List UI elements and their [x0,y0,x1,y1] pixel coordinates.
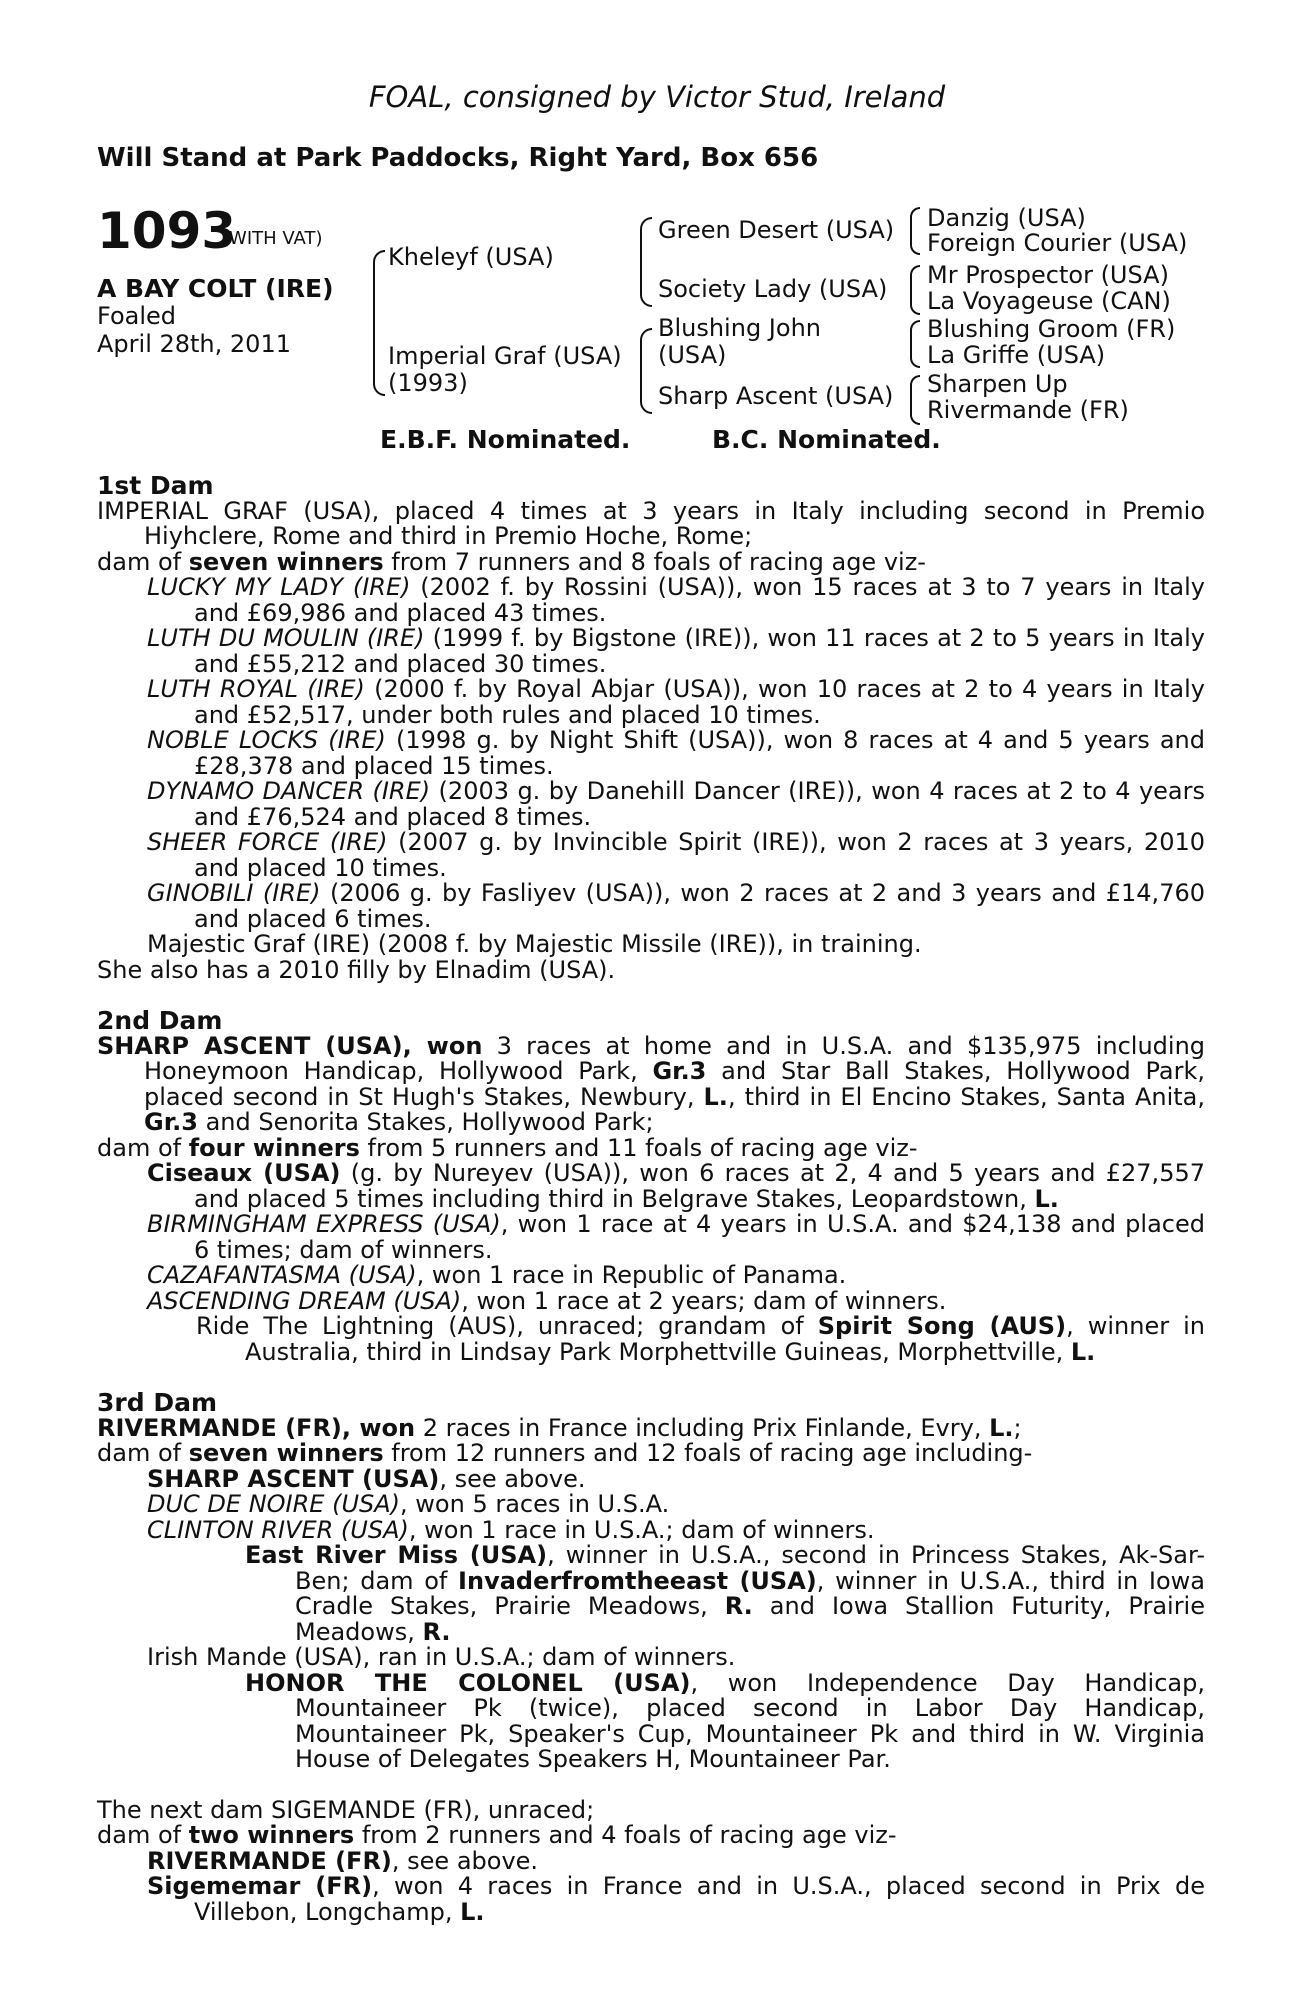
vat-label: (WITH VAT) [222,228,323,249]
pedigree-dam-dam: Sharp Ascent (USA) [658,382,894,410]
produce-entry: Irish Mande (USA), ran in U.S.A.; dam of winners. [147,1643,736,1671]
produce-entry: GINOBILI (IRE) (2006 g. by Fasliyev (USA)), won 2 races at 2 and 3 years and £14,760 and placed 6 times. [147,879,1205,933]
catalogue-title: FOAL, consigned by Victor Stud, Ireland [368,80,946,114]
second-dam-record: SHARP ASCENT (USA), won 3 races at home and in U.S.A. and $135,975 including Honeymoon Handicap, Hollywood Park, Gr.3 and Star Ball Stakes, Hollywood Park, placed second in St Hugh's Stakes, Newbury, L., third in El Encino Stakes, Santa Anita, Gr.3 and Senorita Stakes, Hollywood Park; [97,1031,1206,1136]
pedigree-dam-sire [658,315,821,369]
fourth-dam-produce-summary: dam of two winners from 2 runners and 4 foals of racing age viz- [97,1821,897,1849]
first-dam-heading: 1st Dam [97,471,214,500]
produce-entry: SHEER FORCE (IRE) (2007 g. by Invincible Spirit (IRE)), won 2 races at 3 years, 2010 and placed 10 times. [147,828,1205,882]
pedigree-dam-sire-origin: (USA) [658,341,727,369]
produce-entry: LUTH DU MOULIN (IRE) (1999 f. by Bigstone (IRE)), won 11 races at 2 to 5 years in Italy and £55,212 and placed 30 times. [147,624,1205,678]
produce-entry: LUCKY MY LADY (IRE) (2002 f. by Rossini (USA)), won 15 races at 3 to 7 years in Italy and £69,986 and placed 43 times. [147,573,1205,627]
third-dam-produce-summary: dam of seven winners from 12 runners and 12 foals of racing age including- [97,1439,1033,1467]
pedigree-gen3-3: Mr Prospector (USA) [927,261,1169,289]
third-dam-record: RIVERMANDE (FR), won 2 races in France including Prix Finlande, Evry, L.; [97,1413,1022,1442]
produce-entry: Ride The Lightning (AUS), unraced; grandam of Spirit Song (AUS), winner in Australia, third in Lindsay Park Morphettville Guineas, Morphettville, L. [196,1312,1205,1366]
ebf-nominated: E.B.F. Nominated. [380,425,631,454]
catalogue-body [97,473,1205,1925]
lot-number: 1093 [97,202,237,260]
pedigree-dam-sire-name: Blushing John [658,314,821,342]
pedigree-gen3-7: Sharpen Up [927,370,1068,398]
produce-entry: NOBLE LOCKS (IRE) (1998 g. by Night Shift (USA)), won 8 races at 4 and 5 years and £28,378 and placed 15 times. [147,726,1205,780]
produce-entry: CAZAFANTASMA (USA), won 1 race in Republic of Panama. [147,1261,847,1289]
pedigree-sire-sire: Green Desert (USA) [658,216,895,244]
pedigree-gen3-6: La Griffe (USA) [927,341,1106,369]
pedigree-gen3-5: Blushing Groom (FR) [927,315,1176,343]
produce-entry: HONOR THE COLONEL (USA), won Independence Day Handicap, Mountaineer Pk (twice), placed second in Labor Day Handicap, Mountaineer Pk, Speaker's Cup, Mountaineer Pk and third in W. Virginia House of Delegates Speakers H, Mountaineer Par. [245,1668,1205,1773]
pedigree-gen3-8: Rivermande (FR) [927,396,1129,424]
first-dam-produce-summary: dam of seven winners from 7 runners and 8 foals of racing age viz- [97,547,926,576]
pedigree-brace-dam-line [640,328,652,414]
produce-entry: DUC DE NOIRE (USA), won 5 races in U.S.A. [147,1490,670,1518]
pedigree-dam-year: (1993) [388,369,468,397]
produce-entry: LUTH ROYAL (IRE) (2000 f. by Royal Abjar (USA)), won 10 races at 2 to 4 years in Italy and £52,517, under both rules and placed 10 times. [147,675,1205,729]
produce-entry: CLINTON RIVER (USA), won 1 race in U.S.A.; dam of winners. [147,1515,875,1544]
pedigree-sire: Kheleyf (USA) [388,243,554,271]
pedigree-brace-sire-dam [373,250,385,396]
stand-location: Will Stand at Park Paddocks, Right Yard, Box 656 [97,143,819,173]
first-dam-also: She also has a 2010 filly by Elnadim (USA). [97,955,616,984]
pedigree-gen3-1: Danzig (USA) [927,204,1086,232]
produce-entry: Sigememar (FR), won 4 races in France and in U.S.A., placed second in Prix de Villebon, Longchamp, L. [147,1872,1205,1926]
lot-name: A BAY COLT (IRE) [97,274,334,303]
pedigree-dam [388,343,622,397]
pedigree-brace-g4 [910,375,920,425]
bc-nominated: B.C. Nominated. [712,425,941,454]
produce-entry: DYNAMO DANCER (IRE) (2003 g. by Danehill Dancer (IRE)), won 4 races at 2 to 4 years and £76,524 and placed 8 times. [147,777,1205,831]
pedigree-brace-g1 [910,207,920,255]
pedigree-gen3-2: Foreign Courier (USA) [927,229,1188,257]
second-dam-produce-summary: dam of four winners from 5 runners and 11 foals of racing age viz- [97,1133,918,1162]
first-dam-record: IMPERIAL GRAF (USA), placed 4 times at 3 years in Italy including second in Premio Hiyhclere, Rome and third in Premio Hoche, Rome; [97,496,1205,550]
second-dam-heading: 2nd Dam [97,1006,223,1035]
produce-entry: BIRMINGHAM EXPRESS (USA), won 1 race at 4 years in U.S.A. and $24,138 and placed 6 times; dam of winners. [147,1210,1205,1264]
produce-entry: East River Miss (USA), winner in U.S.A., second in Princess Stakes, Ak-Sar-Ben; dam of Invaderfromtheeast (USA), winner in U.S.A., third in Iowa Cradle Stakes, Prairie Meadows, R. and Iowa Stallion Futurity, Prairie Meadows, R. [245,1541,1205,1646]
produce-entry: RIVERMANDE (FR), see above. [147,1846,539,1875]
produce-entry: ASCENDING DREAM (USA), won 1 race at 2 years; dam of winners. [147,1286,947,1315]
pedigree-brace-sire-line [640,217,652,307]
produce-entry: SHARP ASCENT (USA), see above. [147,1464,586,1493]
foaled-info [97,302,337,358]
foaled-date: April 28th, 2011 [97,330,291,358]
pedigree-brace-g3 [910,320,920,368]
pedigree-gen3-4: La Voyageuse (CAN) [927,287,1171,315]
foaled-label: Foaled [97,302,177,330]
third-dam-heading: 3rd Dam [97,1388,217,1417]
produce-entry: Ciseaux (USA) (g. by Nureyev (USA)), won 6 races at 2, 4 and 5 years and £27,557 and placed 5 times including third in Belgrave Stakes, Leopardstown, L. [147,1159,1205,1213]
pedigree-sire-dam: Society Lady (USA) [658,275,888,303]
fourth-dam-record: The next dam SIGEMANDE (FR), unraced; [97,1795,595,1824]
pedigree-brace-g2 [910,265,920,315]
pedigree-dam-name: Imperial Graf (USA) [388,342,622,370]
produce-entry: Majestic Graf (IRE) (2008 f. by Majestic Missile (IRE)), in training. [147,930,922,958]
